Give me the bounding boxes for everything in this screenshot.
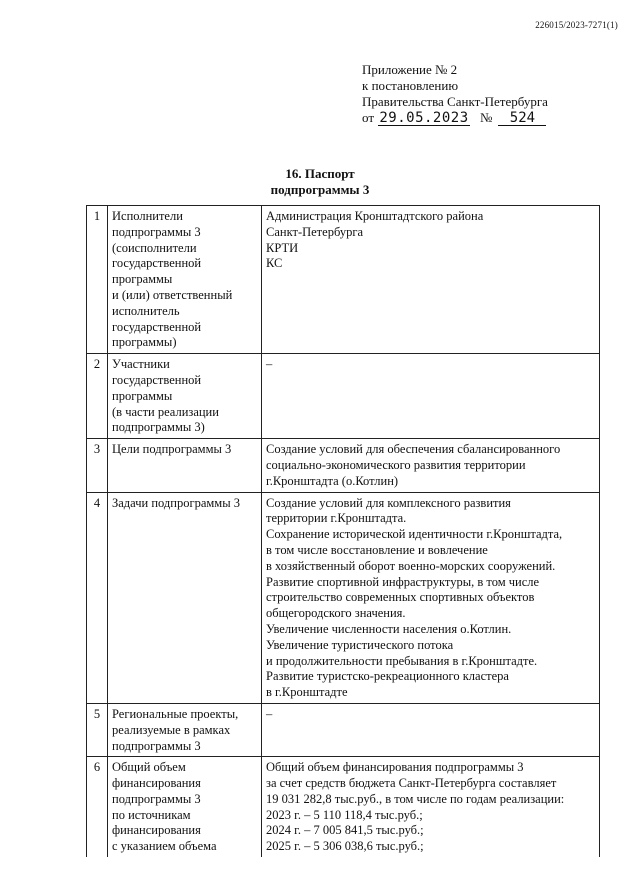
page-title bbox=[0, 166, 640, 198]
row-label-line: подпрограммы 3 bbox=[112, 738, 201, 753]
row-value-cell bbox=[262, 206, 600, 354]
row-label-line: (в части реализации bbox=[112, 404, 219, 419]
row-value-cell bbox=[262, 439, 600, 492]
row-value-line: Развитие туристско-рекреационного кластера bbox=[266, 669, 509, 684]
from-label: от bbox=[362, 110, 375, 125]
row-label-line: финансирования bbox=[112, 776, 201, 791]
resolution-number: 524 bbox=[498, 111, 546, 126]
table-row bbox=[87, 757, 600, 857]
row-number: 5 bbox=[87, 703, 108, 756]
row-value-line: Развитие спортивной инфраструктуры, в том числе bbox=[266, 574, 540, 589]
row-value-line: 2023 г. – 5 110 118,4 тыс.руб.; bbox=[266, 807, 423, 822]
row-label-line: государственной bbox=[112, 319, 202, 334]
row-value-line: Создание условий для обеспечения сбалансированного bbox=[266, 442, 561, 457]
row-value-cell bbox=[262, 354, 600, 439]
row-label-line: и (или) ответственный bbox=[112, 287, 233, 302]
row-value-line: 19 031 282,8 тыс.руб., в том числе по годам реализации: bbox=[266, 791, 565, 806]
row-value-line: и продолжительности пребывания в г.Кронштадте. bbox=[266, 653, 538, 668]
row-value-line: Общий объем финансирования подпрограммы 3 bbox=[266, 760, 524, 775]
row-number: 3 bbox=[87, 439, 108, 492]
row-label-line: Цели подпрограммы 3 bbox=[112, 442, 232, 457]
row-value-line: г.Кронштадта (о.Котлин) bbox=[266, 473, 399, 488]
row-value-line: строительство современных спортивных объектов bbox=[266, 590, 535, 605]
table-row bbox=[87, 439, 600, 492]
table-row bbox=[87, 703, 600, 756]
row-number: 2 bbox=[87, 354, 108, 439]
row-label-line: подпрограммы 3 bbox=[112, 224, 201, 239]
resolution-date: 29.05.2023 bbox=[379, 110, 469, 126]
row-label-cell bbox=[108, 492, 262, 703]
row-label-line: исполнитель bbox=[112, 303, 180, 318]
row-label-line: Региональные проекты, bbox=[112, 706, 239, 721]
page-title-line-2: подпрограммы 3 bbox=[270, 182, 370, 197]
row-value-line: в том числе восстановление и вовлечение bbox=[266, 542, 488, 557]
row-value-line: 2024 г. – 7 005 841,5 тыс.руб.; bbox=[266, 823, 424, 838]
row-label-line: подпрограммы 3) bbox=[112, 420, 205, 435]
appendix-header bbox=[362, 62, 548, 126]
number-sign: № bbox=[480, 110, 493, 125]
row-value-line: – bbox=[266, 706, 273, 721]
page-title-line-1: 16. Паспорт bbox=[285, 166, 355, 181]
row-value-line: в г.Кронштадте bbox=[266, 685, 348, 700]
document-registration-number: 226015/2023-7271(1) bbox=[535, 20, 618, 30]
row-value-line: за счет средств бюджета Санкт-Петербурга составляет bbox=[266, 776, 557, 791]
row-value-line: 2025 г. – 5 306 038,6 тыс.руб.; bbox=[266, 839, 424, 854]
row-value-line: Увеличение численности населения о.Котлин. bbox=[266, 621, 512, 636]
row-value-line: Создание условий для комплексного развития bbox=[266, 495, 511, 510]
row-value-line: общегородского значения. bbox=[266, 606, 406, 621]
row-value-line: Администрация Кронштадтского района bbox=[266, 209, 484, 223]
row-label-line: государственной bbox=[112, 372, 202, 387]
row-label-cell bbox=[108, 206, 262, 354]
appendix-title: Приложение № 2 bbox=[362, 62, 458, 77]
table-row bbox=[87, 492, 600, 703]
row-value-line: Сохранение исторической идентичности г.Кронштадта, bbox=[266, 527, 563, 542]
row-value-line: территории г.Кронштадта. bbox=[266, 511, 407, 526]
row-label-line: программы bbox=[112, 272, 173, 287]
row-number: 6 bbox=[87, 757, 108, 857]
row-label-line: (соисполнители bbox=[112, 240, 197, 255]
row-label-line: подпрограммы 3 bbox=[112, 791, 201, 806]
row-label-line: финансирования bbox=[112, 823, 201, 838]
row-label-cell bbox=[108, 354, 262, 439]
passport-table bbox=[86, 205, 600, 857]
table-row bbox=[87, 206, 600, 354]
row-label-line: Исполнители bbox=[112, 209, 183, 223]
row-label-line: с указанием объема bbox=[112, 839, 217, 854]
row-label-cell bbox=[108, 757, 262, 857]
row-label-cell bbox=[108, 703, 262, 756]
appendix-resolution-line: к постановлению bbox=[362, 78, 459, 93]
row-label-line: программы) bbox=[112, 335, 177, 350]
row-value-line: Увеличение туристического потока bbox=[266, 637, 454, 652]
row-value-cell bbox=[262, 703, 600, 756]
row-value-line: – bbox=[266, 357, 273, 372]
row-value-line: в хозяйственный оборот военно-морских сооружений. bbox=[266, 558, 556, 573]
row-label-line: по источникам bbox=[112, 807, 191, 822]
appendix-government-line: Правительства Санкт-Петербурга bbox=[362, 94, 548, 109]
row-value-line: КС bbox=[266, 256, 283, 271]
appendix-date-number-line bbox=[362, 110, 548, 126]
row-label-cell bbox=[108, 439, 262, 492]
row-value-line: социально-экономического развития территории bbox=[266, 457, 526, 472]
row-value-cell bbox=[262, 492, 600, 703]
row-value-line: КРТИ bbox=[266, 240, 299, 255]
row-label-line: Участники bbox=[112, 357, 170, 372]
row-number: 4 bbox=[87, 492, 108, 703]
table-row bbox=[87, 354, 600, 439]
row-label-line: программы bbox=[112, 388, 173, 403]
row-label-line: государственной bbox=[112, 256, 202, 271]
row-value-cell bbox=[262, 757, 600, 857]
row-value-line: Санкт-Петербурга bbox=[266, 224, 364, 239]
row-label-line: Задачи подпрограммы 3 bbox=[112, 495, 240, 510]
row-label-line: реализуемые в рамках bbox=[112, 722, 231, 737]
row-label-line: Общий объем bbox=[112, 760, 186, 775]
row-number: 1 bbox=[87, 206, 108, 354]
